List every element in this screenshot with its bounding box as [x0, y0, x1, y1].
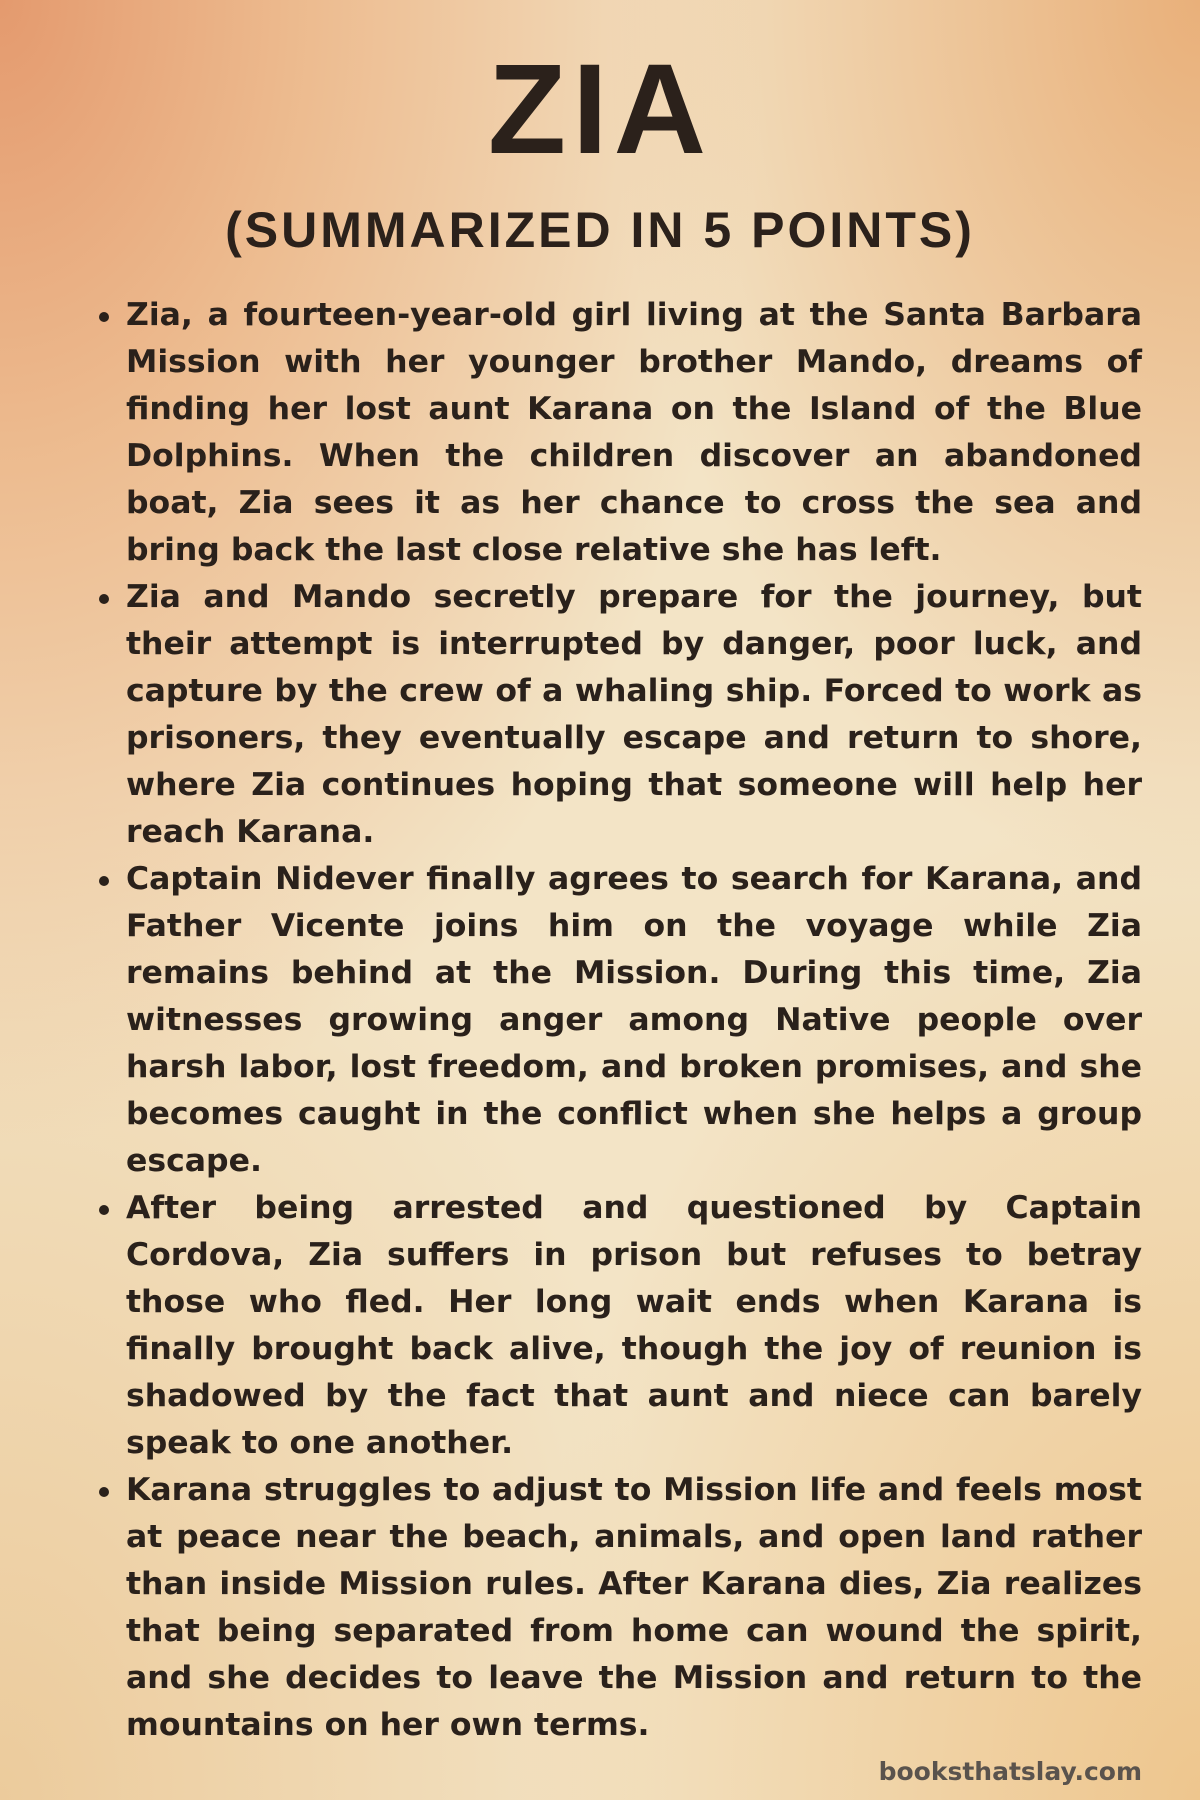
- page-title: ZIA: [487, 38, 713, 181]
- site-watermark: booksthatslay.com: [878, 1757, 1142, 1786]
- summary-list: [126, 292, 1142, 1749]
- summary-point: Karana struggles to adjust to Mission life and feels most at peace near the beach, animals, and open land rather than inside Mission rules. After Karana dies, Zia realizes that being separated from home can wound the spirit, and she decides to leave the Mission and return to the mountains on her own terms.: [126, 1467, 1142, 1749]
- summary-point: Zia, a fourteen-year-old girl living at the Santa Barbara Mission with her younger brother Mando, dreams of finding her lost aunt Karana on the Island of the Blue Dolphins. When the children discover an abandoned boat, Zia sees it as her chance to cross the sea and bring back the last close relative she has left.: [126, 292, 1142, 574]
- summary-point: Zia and Mando secretly prepare for the journey, but their attempt is interrupted by danger, poor luck, and capture by the crew of a whaling ship. Forced to work as prisoners, they eventually escape and return to shore, where Zia continues hoping that someone will help her reach Karana.: [126, 574, 1142, 856]
- summary-point: Captain Nidever finally agrees to search for Karana, and Father Vicente joins him on the voyage while Zia remains behind at the Mission. During this time, Zia witnesses growing anger among Native people over harsh labor, lost freedom, and broken promises, and she becomes caught in the conflict when she helps a group escape.: [126, 856, 1142, 1185]
- summary-point: After being arrested and questioned by Captain Cordova, Zia suffers in prison but refuses to betray those who fled. Her long wait ends when Karana is finally brought back alive, though the joy of reunion is shadowed by the fact that aunt and niece can barely speak to one another.: [126, 1185, 1142, 1467]
- page-subtitle: (SUMMARIZED IN 5 POINTS): [225, 202, 975, 258]
